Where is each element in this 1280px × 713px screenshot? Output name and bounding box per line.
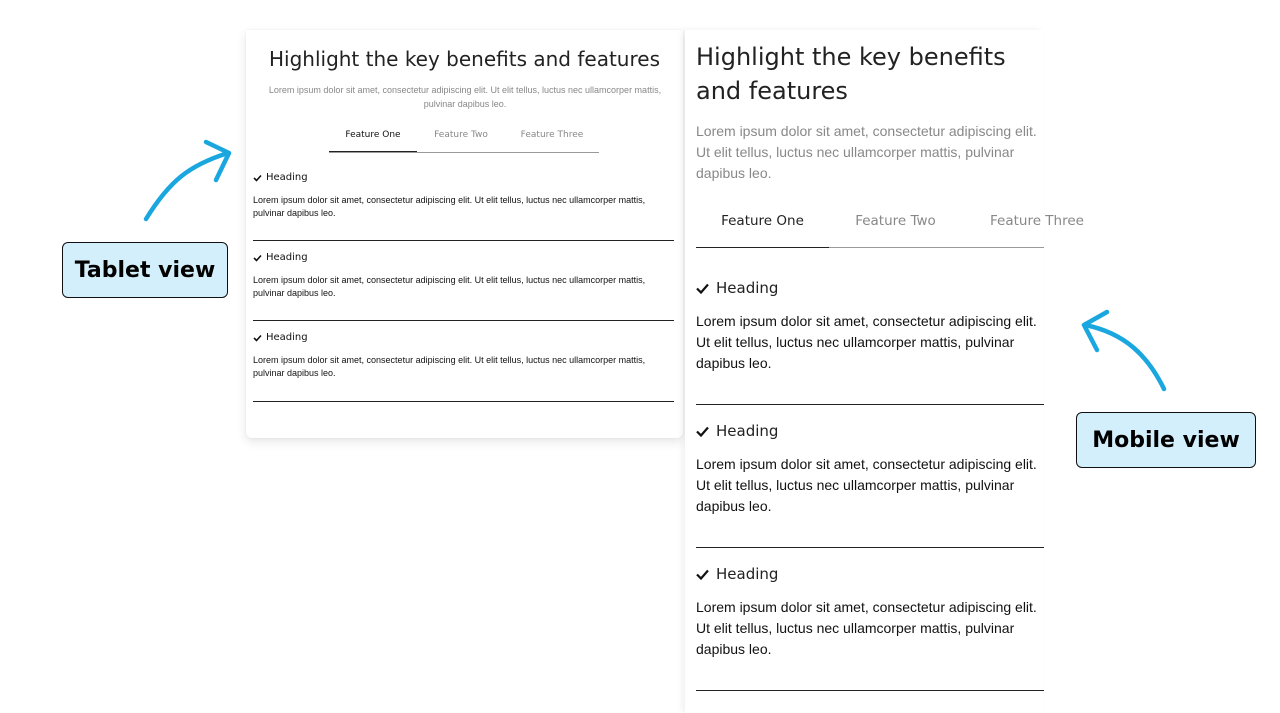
item-heading: Heading	[266, 252, 308, 263]
item-body: Lorem ipsum dolor sit amet, consectetur adipiscing elit. Ut elit tellus, luctus nec ullamcorper mattis, pulvinar dapibus leo.	[253, 195, 646, 218]
mobile-arrow-icon	[1084, 312, 1164, 389]
mobile-preview	[685, 30, 1084, 713]
tab-feature-three[interactable]: Feature Three	[520, 130, 584, 140]
check-icon	[253, 254, 263, 262]
feature-item	[696, 565, 1041, 660]
tab-feature-one[interactable]: Feature One	[696, 213, 829, 248]
divider	[696, 690, 1044, 691]
tab-bar	[696, 200, 1084, 248]
check-icon	[696, 426, 710, 437]
item-heading: Heading	[716, 279, 779, 297]
feature-item	[253, 172, 674, 220]
item-body: Lorem ipsum dolor sit amet, consectetur adipiscing elit. Ut elit tellus, luctus nec ullamcorper mattis, pulvinar dapibus leo.	[696, 456, 1037, 514]
item-heading: Heading	[716, 565, 779, 583]
item-heading: Heading	[266, 172, 308, 183]
item-body: Lorem ipsum dolor sit amet, consectetur adipiscing elit. Ut elit tellus, luctus nec ullamcorper mattis, pulvinar dapibus leo.	[696, 599, 1037, 657]
tab-feature-three[interactable]: Feature Three	[990, 213, 1084, 229]
tab-feature-two[interactable]: Feature Two	[434, 130, 488, 140]
item-body: Lorem ipsum dolor sit amet, consectetur adipiscing elit. Ut elit tellus, luctus nec ullamcorper mattis, pulvinar dapibus leo.	[696, 313, 1037, 371]
tab-feature-two[interactable]: Feature Two	[855, 213, 936, 229]
item-heading: Heading	[716, 422, 779, 440]
feature-item	[253, 332, 674, 380]
intro-text: Lorem ipsum dolor sit amet, consectetur adipiscing elit. Ut elit tellus, luctus nec ullamcorper mattis, pulvinar dapibus leo.	[268, 85, 662, 109]
divider	[696, 547, 1044, 548]
intro-text: Lorem ipsum dolor sit amet, consectetur adipiscing elit. Ut elit tellus, luctus nec ullamcorper mattis, pulvinar dapibus leo.	[696, 123, 1037, 181]
divider	[696, 404, 1044, 405]
item-body: Lorem ipsum dolor sit amet, consectetur adipiscing elit. Ut elit tellus, luctus nec ullamcorper mattis, pulvinar dapibus leo.	[253, 355, 646, 378]
tablet-arrow-icon	[146, 142, 229, 219]
divider	[253, 401, 674, 402]
tablet-preview	[246, 30, 683, 438]
check-icon	[696, 569, 710, 580]
check-icon	[253, 334, 263, 342]
item-heading: Heading	[266, 332, 308, 343]
check-icon	[253, 174, 263, 182]
divider	[253, 320, 674, 321]
feature-item	[696, 422, 1041, 517]
page-title: Highlight the key benefits and features	[268, 47, 660, 71]
tab-feature-one[interactable]: Feature One	[329, 128, 417, 152]
feature-item	[253, 252, 674, 300]
feature-item	[696, 279, 1041, 374]
divider	[253, 240, 674, 241]
mobile-view-label: Mobile view	[1076, 412, 1256, 468]
item-body: Lorem ipsum dolor sit amet, consectetur adipiscing elit. Ut elit tellus, luctus nec ullamcorper mattis, pulvinar dapibus leo.	[253, 275, 646, 298]
tab-bar	[329, 128, 599, 153]
check-icon	[696, 283, 710, 294]
page-title: Highlight the key benefits and features	[696, 43, 1006, 105]
tablet-view-label: Tablet view	[62, 242, 228, 298]
